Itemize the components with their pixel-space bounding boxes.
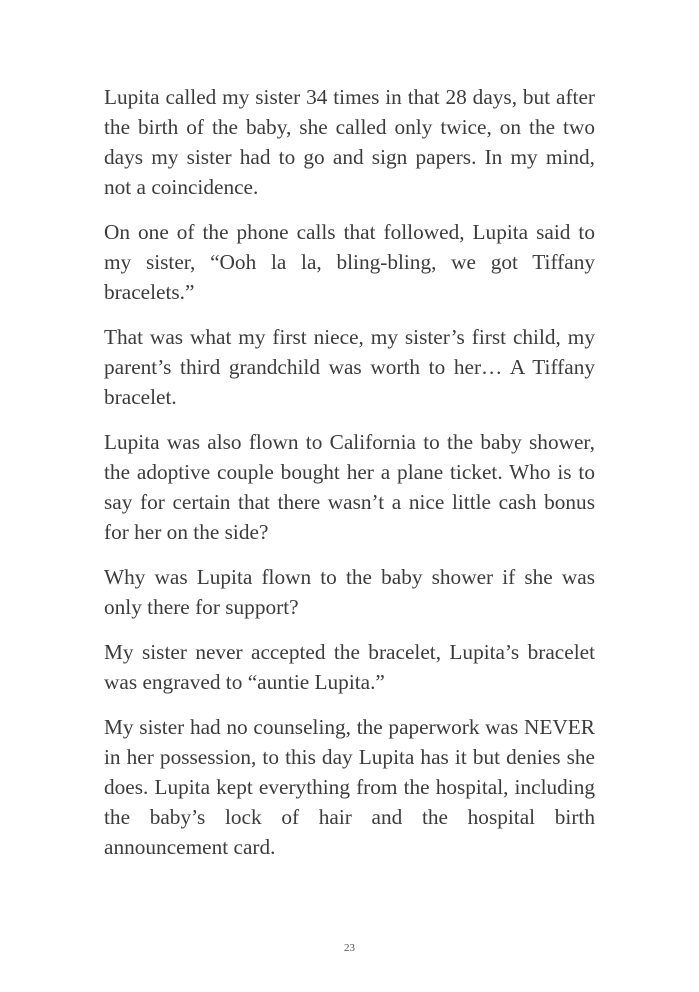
- page-number: 23: [344, 942, 355, 954]
- paragraph-5: Why was Lupita flown to the baby shower if she was only there for support?: [104, 565, 595, 619]
- paragraph-4: Lupita was also flown to California to the baby shower, the adoptive couple bought her a plane ticket. Who is to say for certain that there wasn’t a nice little cash bonus for her on the side?: [104, 430, 595, 544]
- paragraph-7: My sister had no counseling, the paperwork was NEVER in her possession, to this day Lupita has it but denies she does. Lupita kept everything from the hospital, including the baby’s lock of hair and the hospital birth announcement card.: [104, 715, 595, 859]
- paragraph-3: That was what my first niece, my sister’s first child, my parent’s third grandchild was worth to her… A Tiffany bracelet.: [104, 325, 595, 409]
- paragraph-6: My sister never accepted the bracelet, Lupita’s bracelet was engraved to “auntie Lupita.”: [104, 640, 595, 694]
- body-text: [104, 82, 595, 877]
- paragraph-2: On one of the phone calls that followed, Lupita said to my sister, “Ooh la la, bling-bling, we got Tiffany bracelets.”: [104, 220, 595, 304]
- paragraph-1: Lupita called my sister 34 times in that 28 days, but after the birth of the baby, she called only twice, on the two days my sister had to go and sign papers. In my mind, not a coincidence.: [104, 85, 595, 199]
